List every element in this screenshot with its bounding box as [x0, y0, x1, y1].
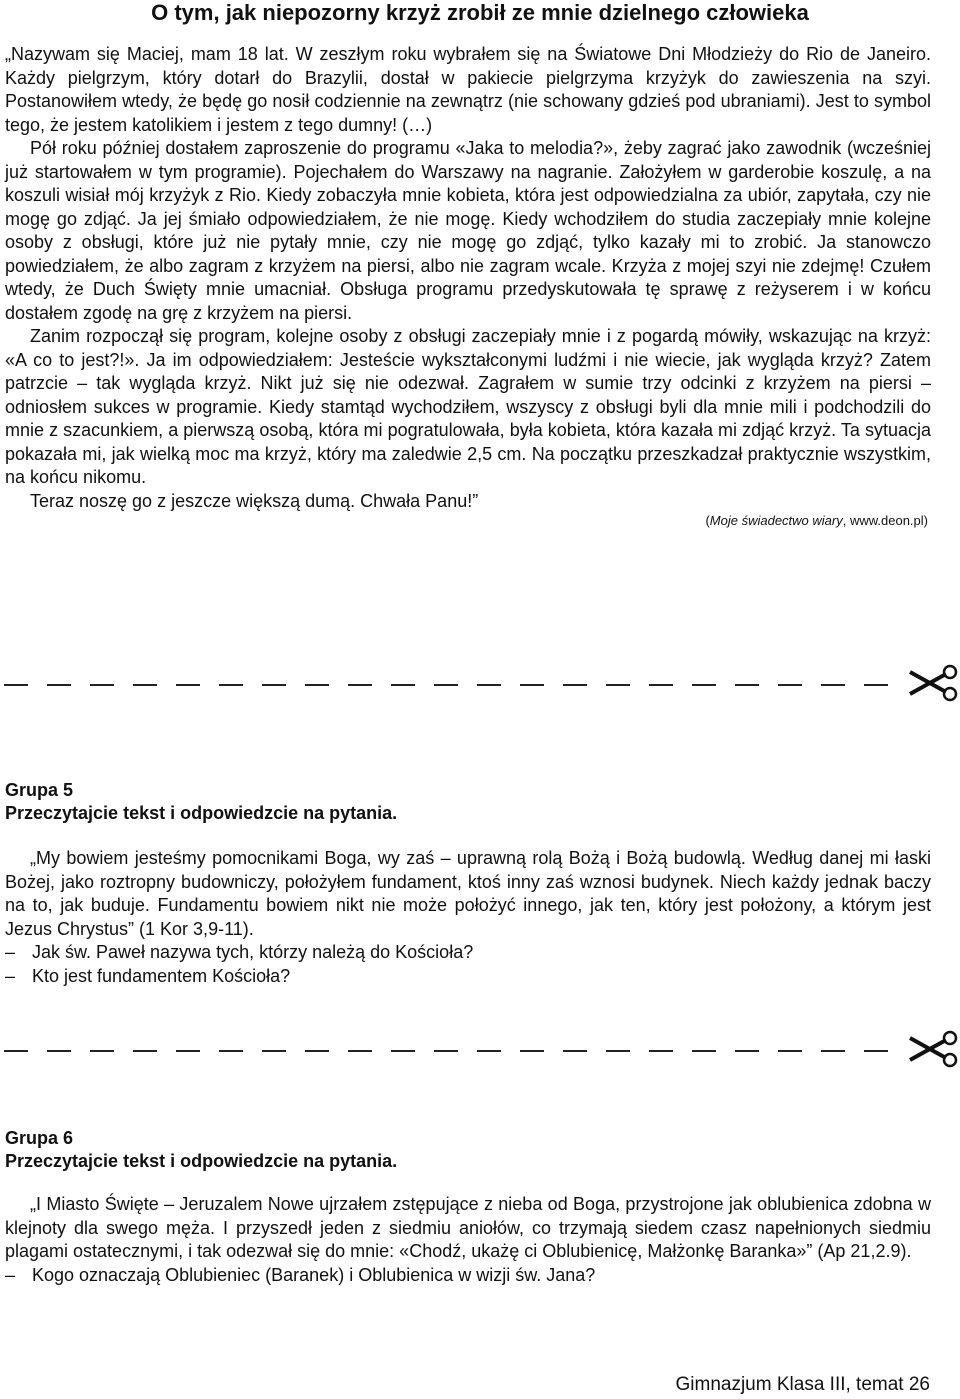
source-title: Moje świadectwo wiary — [709, 513, 843, 528]
group5-heading: Grupa 5 — [5, 780, 74, 800]
page-footer: Gimnazjum Klasa III, temat 26 — [675, 1374, 930, 1395]
source-citation — [5, 513, 928, 528]
question-text: Jak św. Paweł nazywa tych, którzy należą do Kościoła? — [32, 942, 474, 962]
scissors-icon — [906, 664, 958, 702]
group5-question — [5, 965, 931, 989]
cut-line — [0, 663, 960, 703]
group6-text — [5, 1193, 931, 1287]
testimony-paragraph: Pół roku później dostałem zaproszenie do programu «Jaka to melodia?», żeby zagrać jako zawodnik (wcześniej już startowałem w tym programie). Pojechałem do Warszawy na nagranie. Założyłem w garderobie koszulę, a na koszuli wisiał mój krzyżyk z Rio. Kiedy zobaczyła mnie kobieta, która jest odpowiedzialna za ubiór, zapytała, czy nie mogę go zdjąć. Ja jej śmiało odpowiedziałem, że nie mogę. Kiedy wchodziłem do studia zaczepiały mnie kolejne osoby z obsługi, które już nie pytały mnie, czy nie mogę go zdjąć, tylko kazały mi to zrobić. Ja stanowczo powiedziałem, że albo zagram z krzyżem na piersi, albo nie zagram wcale. Krzyża z mojej szyi nie zdejmę! Czułem wtedy, że Duch Święty mnie umacniał. Obsługa programu przedyskutowała tę sprawę z reżyserem i w końcu dostałem zgodę na grę z krzyżem na piersi. — [5, 138, 931, 323]
question-text: Kogo oznaczają Oblubieniec (Baranek) i Oblubienica w wizji św. Jana? — [32, 1264, 596, 1285]
source-site: , www.deon.pl) — [842, 513, 928, 528]
question-text: Kto jest fundamentem Kościoła? — [32, 965, 291, 986]
dash-bullet: – — [5, 942, 16, 962]
group5-question — [5, 941, 931, 965]
testimony-paragraph: „Nazywam się Maciej, mam 18 lat. W zeszłym roku wybrałem się na Światowe Dni Młodzieży do Rio de Janeiro. Każdy pielgrzym, który dotarł do Brazylii, dostał w pakiecie pielgrzyma krzyżyk do zawieszenia na szyi. Postanowiłem wtedy, że będę go nosił codziennie na zewnątrz (nie schowany gdzieś pod ubraniami). Jest to symbol tego, że jestem katolikiem i jestem z tego dumny! (…) — [5, 44, 931, 135]
cut-line — [0, 1029, 960, 1069]
testimony-paragraph: Zanim rozpoczął się program, kolejne osoby z obsługi zaczepiały mnie i z pogardą mówiły, wskazując na krzyż: «A co to jest?!». Ja im odpowiedziałem: Jesteście wykształconymi ludźmi i nie wiecie, jak wygląda krzyż? Zatem patrzcie – tak wygląda krzyż. Nikt już się nie odezwał. Zagrałem w sumie trzy odcinki z krzyżem na piersi – odniosłem sukces w programie. Kiedy stamtąd wychodziłem, wszyscy z obsługi byli dla mnie mili i podchodzili do mnie z szacunkiem, a pierwszą osobą, która mi pogratulowała, była kobieta, która kazała mi zdjąć krzyż. Ta sytuacja pokazała mi, jak wielką moc ma krzyż, który ma zaledwie 2,5 cm. Na początku przeszkadzał praktycznie wszystkim, na końcu nikomu. — [5, 326, 931, 487]
dash-bullet: – — [5, 1264, 16, 1285]
testimony-paragraph: Teraz noszę go z jeszcze większą dumą. Chwała Panu!” — [30, 490, 479, 511]
dash-bullet: – — [5, 965, 16, 986]
group6-question — [5, 1264, 931, 1288]
group6-quote: „I Miasto Święte – Jeruzalem Nowe ujrzałem zstępujące z nieba od Boga, przystrojone jak oblubienica zdobna w klejnoty dla swego męża. I przyszedł jeden z siedmiu aniołów, co trzymają siedem czasz napełnionych siedmiu plagami ostatecznymi, i tak odezwał się do mnie: «Chodź, ukażę ci Oblubienicę, Małżonkę Baranka»” (Ap 21,2.9). — [5, 1194, 931, 1261]
scissors-icon — [906, 1030, 958, 1068]
testimony-text — [5, 43, 931, 513]
group5-text — [5, 847, 931, 988]
group5-quote: „My bowiem jesteśmy pomocnikami Boga, wy zaś – uprawną rolą Bożą i Bożą budowlą. Według danej mi łaski Bożej, jako roztropny budowniczy, położyłem fundament, ktoś inny zaś wznosi budynek. Niech każdy jednak baczy na to, jak buduje. Fundamentu bowiem nikt nie może położyć innego, jak ten, który jest położony, a którym jest Jezus Chrystus” (1 Kor 3,9-11). — [5, 848, 931, 939]
source-open: ( — [705, 513, 710, 528]
group6-heading: Grupa 6 — [5, 1128, 74, 1148]
group6-instruction: Przeczytajcie tekst i odpowiedzcie na pytania. — [5, 1151, 398, 1171]
page-title: O tym, jak niepozorny krzyż zrobił ze mnie dzielnego człowieka — [151, 0, 809, 25]
group5-instruction: Przeczytajcie tekst i odpowiedzcie na pytania. — [5, 803, 398, 823]
